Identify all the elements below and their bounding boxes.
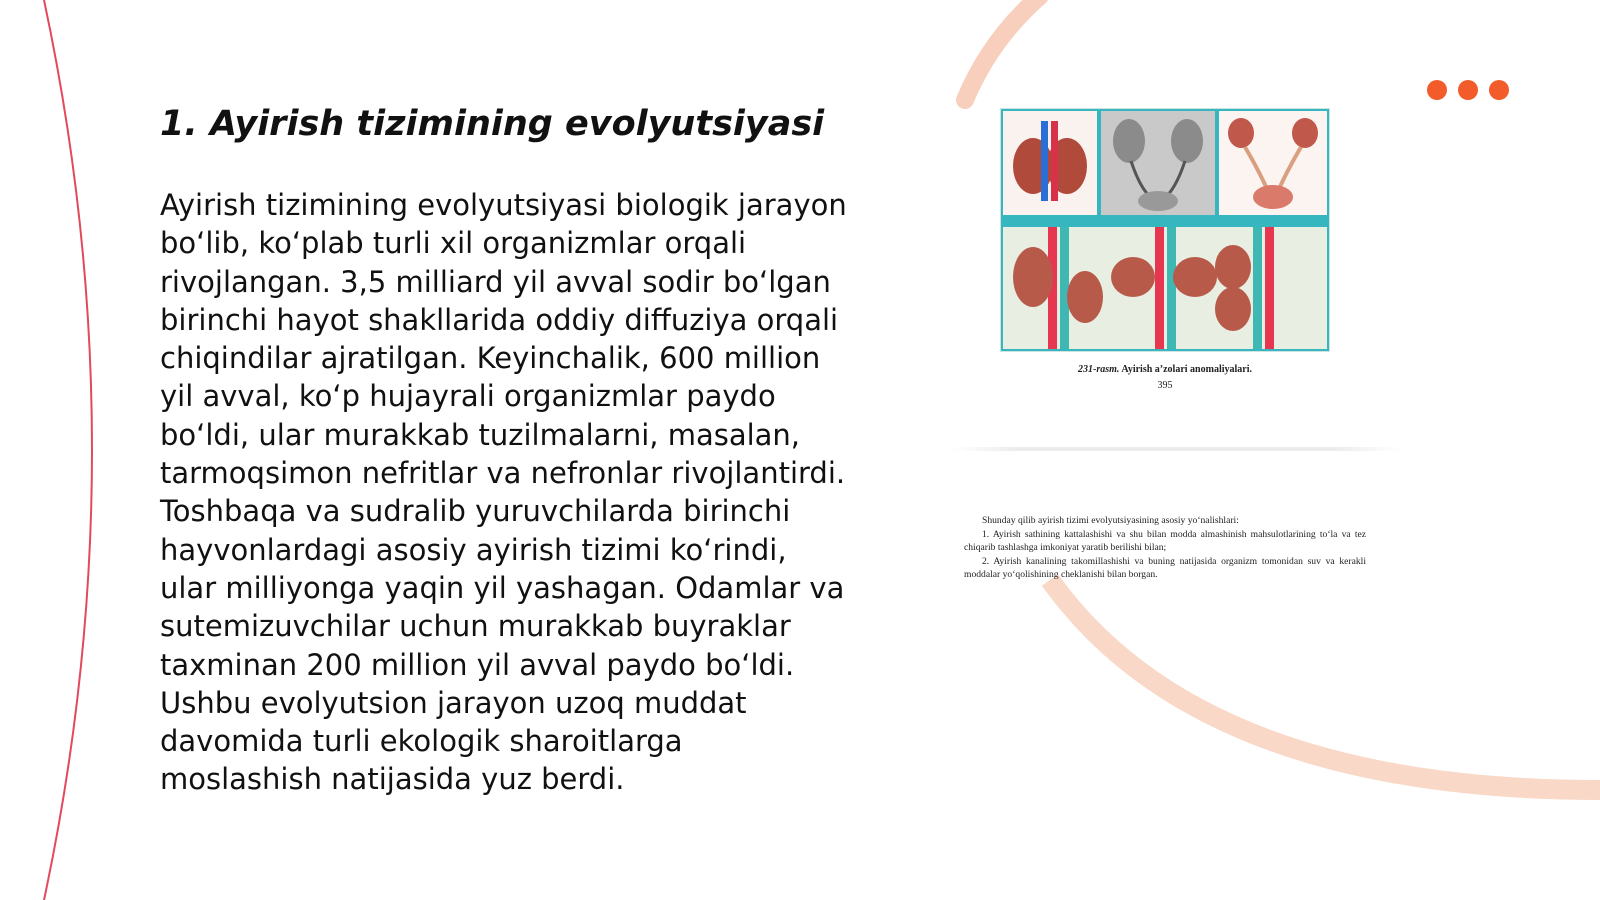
more-dots-icon — [1427, 80, 1509, 100]
figure-panel-3 — [1219, 111, 1327, 215]
dot-1 — [1427, 80, 1447, 100]
left-accent-line — [44, 0, 92, 900]
figure-panel-2 — [1101, 111, 1215, 215]
caption-number: 231-rasm. — [1078, 364, 1120, 375]
scanned-note — [964, 514, 1366, 582]
bladder-illustration — [1219, 111, 1327, 215]
page-number: 395 — [1157, 380, 1173, 391]
note-intro: Shunday qilib ayirish tizimi evolyutsiyasining asosiy yo‘nalishlari: — [982, 515, 1239, 526]
figure-panel-1 — [1003, 111, 1097, 215]
slide-title: 1. Ayirish tizimining evolyutsiyasi — [160, 104, 825, 144]
figure-caption — [1000, 364, 1330, 375]
xray-illustration — [1101, 111, 1215, 215]
kidney-illustration — [1003, 111, 1097, 215]
vessels-illustration — [1003, 227, 1327, 349]
bottom-peach-arc — [1050, 580, 1600, 790]
slide-body-text: Ayirish tizimining evolyutsiyasi biologik jarayon bo‘lib, ko‘plab turli xil organizmlar orqali rivojlangan. 3,5 milliard yil avval sodir bo‘lgan birinchi hayot shakllarida oddiy diffuziya orqali chiqindilar ajratilgan. Keyinchalik, 600 million yil avval, ko‘p hujayrali organizmlar paydo bo‘ldi, ular murakkab tuzilmalarni, masalan, tarmoqsimon nefritlar va nefronlar rivojlantirdi. Toshbaqa va sudralib yuruvchilarda birinchi hayvonlardagi asosiy ayirish tizimi ko‘rindi, ular milliyonga yaqin yil yashagan. Odamlar va sutemizuvchilar uchun murakkab buyraklar taxminan 200 million yil avval paydo bo‘ldi. Ushbu evolyutsion jarayon uzoq muddat davomida turli ekologik sharoitlarga moslashish natijasida yuz berdi. — [160, 188, 847, 797]
figure-panel-4 — [1003, 227, 1327, 349]
caption-text: Ayirish a’zolari anomaliyalari. — [1121, 364, 1252, 375]
dot-2 — [1458, 80, 1478, 100]
note-item-2: 2. Ayirish kanalining takomillashishi va buning natijasida organizm tomonidan suv va kerakli moddalar yo‘qolishining cheklanishi bilan borgan. — [964, 555, 1366, 580]
kidney-anomalies-figure — [1000, 108, 1330, 352]
divider — [950, 447, 1402, 451]
note-item-1: 1. Ayirish sathining kattalashishi va shu bilan modda almashinish mahsulotlarining to‘la va tez chiqarib tashlashga imkoniyat yaratib berilishi bilan; — [964, 528, 1366, 553]
top-peach-arc — [965, 0, 1040, 100]
dot-3 — [1489, 80, 1509, 100]
